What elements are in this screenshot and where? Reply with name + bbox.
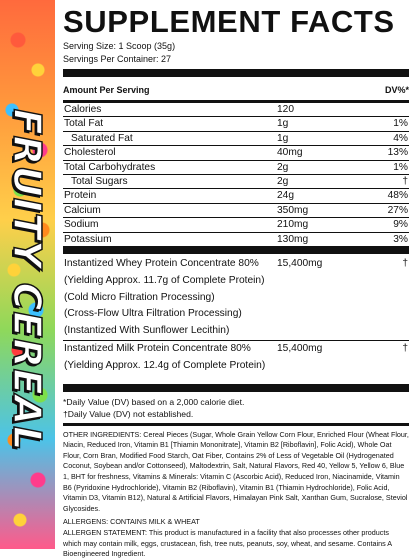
blend-line: Instantized Whey Protein Concentrate 80%	[64, 258, 259, 270]
nutrient-dv: 1%	[393, 118, 408, 130]
nutrient-table	[63, 103, 409, 246]
allergens: ALLERGENS: CONTAINS MILK & WHEAT	[63, 517, 200, 527]
nutrient-amount: 1g	[277, 132, 289, 144]
nutrient-dv: 13%	[387, 147, 408, 159]
panel-title: SUPPLEMENT FACTS	[63, 4, 395, 39]
nutrient-name: Total Fat	[64, 118, 104, 130]
divider-thick	[63, 69, 409, 77]
other-ingredients: OTHER INGREDIENTS: Cereal Pieces (Sugar, Whole Grain Yellow Corn Flour, Enriched Flour (Wheat Flour, Niacin, Reduced Iron, Vitamin B1 [Thiamin Mononitrate], Vitamin B2 [Riboflavin], Folic Acid), Whole Oat Flour, Corn Bran, Modified Food Starch, Oat Fiber, Contains 2% of Less of Vegetable Oil (Hydrogenated Coconut, Soybean and/or Cottonseed), Maltodextrin, Salt, Natural Flavors, Red 40, Yellow 5, Yellow 6, Blue 1, BHT for freshness, Vitamins & Minerals: Vitamin C (Ascorbic Acid), Reduced Iron, Niacinamide, Vitamin B6 (Pyridoxine Hydrochloride), Vitamin B2 (Riboflavin), Vitamin B1 (Thiamin Hydrochloride), Folic Acid, Vitamin D3, Vitamin B12), Natural & Artificial Flavors, Himalayan Pink Salt, Xanthan Gum, Sucralose, Steviol Glycosides.	[63, 429, 409, 513]
divider-thick	[63, 384, 409, 392]
nutrient-row	[63, 132, 409, 146]
nutrient-row	[63, 233, 409, 246]
nutrient-row	[63, 117, 409, 131]
nutrient-name: Cholesterol	[64, 147, 116, 159]
nutrient-dv: 1%	[393, 161, 408, 173]
blend-line: (Cold Micro Filtration Processing)	[64, 291, 215, 303]
blend-line: (Cross-Flow Ultra Filtration Processing)	[64, 308, 242, 320]
servings-per-container: Servings Per Container: 27	[63, 54, 172, 64]
nutrient-name: Calories	[64, 104, 102, 115]
blend-line: (Yielding Approx. 12.4g of Complete Protein)	[64, 359, 266, 371]
blend-row	[63, 341, 409, 375]
nutrient-amount: 350mg	[277, 204, 309, 216]
nutrient-row	[63, 161, 409, 175]
blend-row	[63, 256, 409, 341]
supplement-facts-panel	[58, 0, 414, 559]
nutrient-row	[63, 103, 409, 117]
nutrient-name: Total Carbohydrates	[64, 161, 156, 173]
footnote-dv-not-established: †Daily Value (DV) not established.	[63, 408, 194, 419]
blend-amount: 15,400mg	[277, 258, 323, 270]
serving-size: Serving Size: 1 Scoop (35g)	[63, 41, 176, 51]
nutrient-amount: 24g	[277, 190, 294, 202]
nutrient-amount: 2g	[277, 176, 289, 188]
nutrient-name: Potassium	[64, 233, 112, 245]
nutrient-name: Protein	[64, 190, 97, 202]
amount-per-serving-header: Amount Per Serving	[63, 85, 150, 95]
nutrient-row	[63, 204, 409, 218]
nutrient-amount: 40mg	[277, 147, 303, 159]
column-header	[63, 77, 409, 100]
blend-line: (Yielding Approx. 11.7g of Complete Protein)	[64, 274, 265, 286]
blend-line: (Instantized With Sunflower Lecithin)	[64, 325, 230, 337]
divider-thick	[63, 246, 409, 254]
nutrient-name: Total Sugars	[71, 176, 128, 188]
nutrient-row	[63, 175, 409, 189]
blend-amount: 15,400mg	[277, 343, 323, 355]
protein-blend-table	[63, 254, 409, 375]
allergen-statement: ALLERGEN STATEMENT: This product is manufactured in a facility that also processes other products which may contain milk, eggs, crustacean, fish, tree nuts, peanuts, soy, wheat, and sesame. Contains A Bioengineered Ingredient.	[63, 527, 392, 559]
nutrient-name: Calcium	[64, 204, 101, 216]
nutrient-name: Saturated Fat	[71, 132, 133, 144]
footnotes	[63, 392, 409, 423]
blend-dv: †	[402, 258, 408, 270]
nutrient-amount: 1g	[277, 118, 289, 130]
blend-line: Instantized Milk Protein Concentrate 80%	[64, 343, 251, 355]
blend-dv: †	[402, 343, 408, 355]
nutrient-dv: 9%	[393, 219, 408, 231]
product-label-strip	[0, 0, 55, 549]
nutrient-row	[63, 146, 409, 160]
dv-header: DV%*	[384, 85, 409, 95]
nutrient-row	[63, 189, 409, 203]
nutrient-amount: 2g	[277, 161, 289, 173]
nutrient-amount: 130mg	[277, 233, 309, 245]
nutrient-dv: 3%	[393, 233, 408, 245]
footnote-dv-basis: *Daily Value (DV) based on a 2,000 calorie diet.	[63, 396, 245, 407]
nutrient-dv: 4%	[393, 132, 408, 144]
nutrient-name: Sodium	[64, 219, 99, 231]
nutrient-dv: 27%	[387, 204, 408, 216]
nutrient-dv: †	[402, 176, 408, 188]
nutrient-amount: 210mg	[277, 219, 309, 231]
blend-description	[63, 256, 277, 340]
blend-description	[63, 341, 277, 375]
nutrient-dv: 48%	[387, 190, 408, 202]
side-product-name: FRUITY CEREAL	[5, 108, 49, 452]
nutrient-amount: 120	[277, 104, 294, 115]
nutrient-row	[63, 218, 409, 232]
